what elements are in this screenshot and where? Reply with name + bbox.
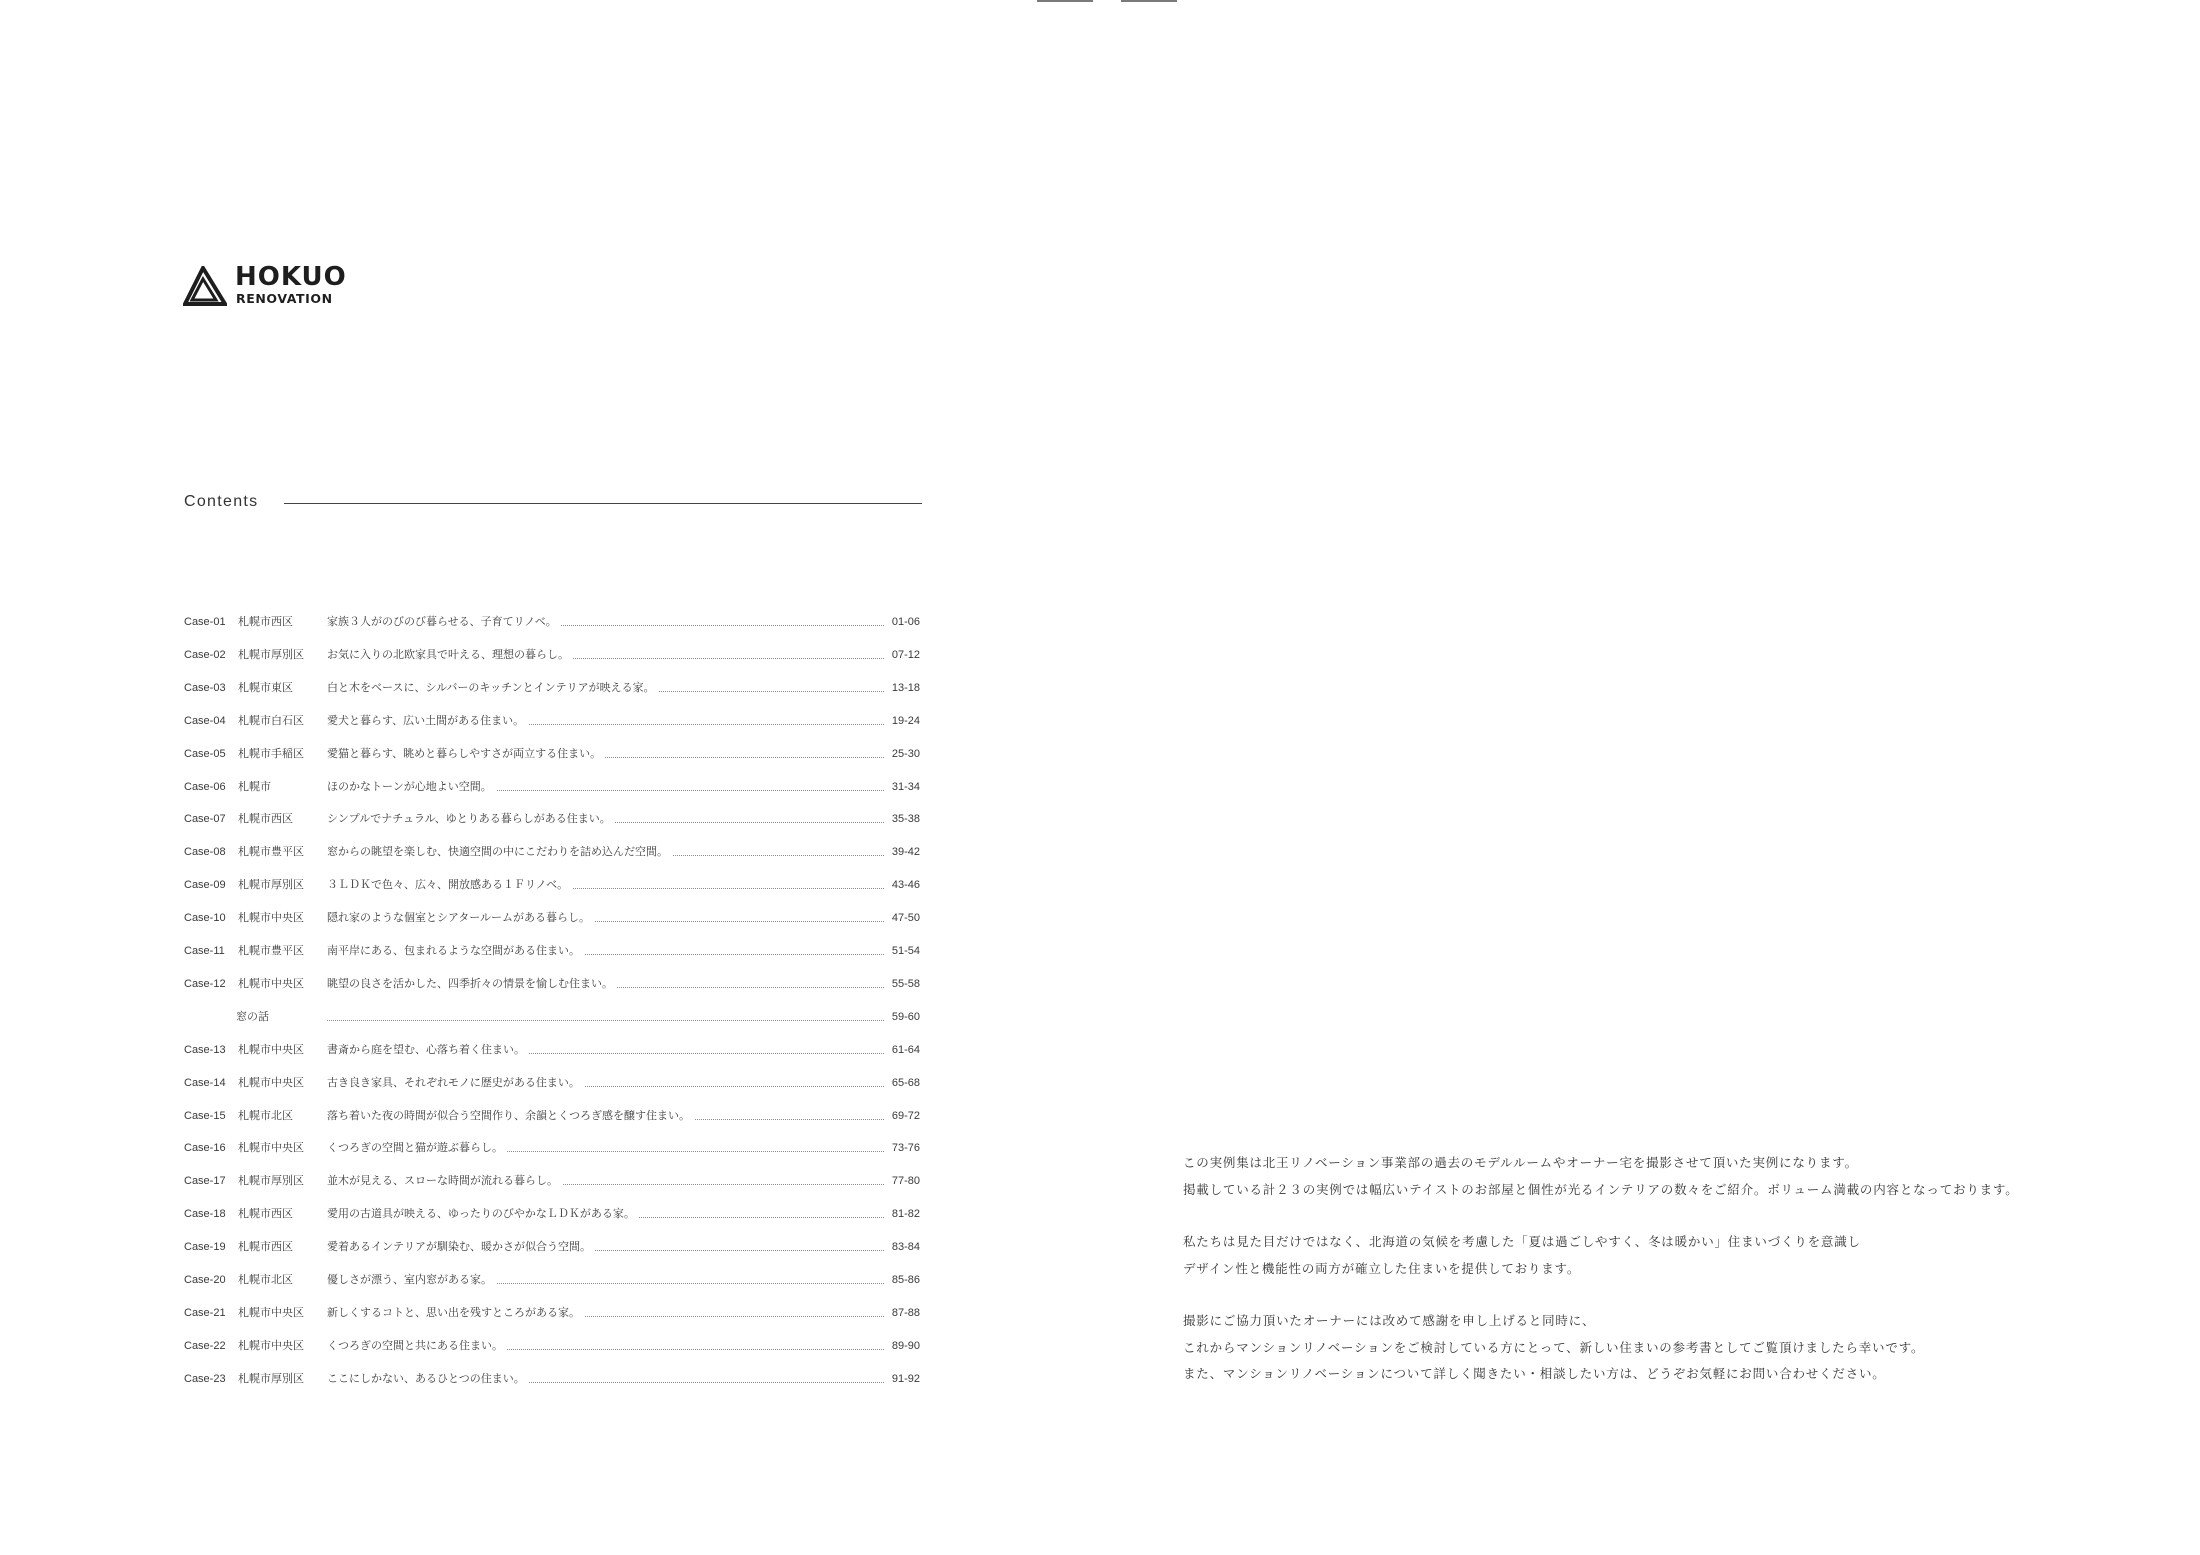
toc-area: 札幌市厚別区 — [238, 1174, 304, 1188]
intro-line: この実例集は北王リノベーション事業部の過去のモデルルームやオーナー宅を撮影させて頂いた実例になります。 — [1183, 1155, 1858, 1170]
toc-page-range: 35-38 — [891, 813, 920, 826]
toc-page-range: 91-92 — [891, 1372, 920, 1385]
toc-page-range: 19-24 — [891, 714, 920, 727]
toc-page-range: 59-60 — [891, 1010, 920, 1023]
toc-case-number: Case-11 — [184, 945, 225, 957]
toc-page-range: 61-64 — [891, 1043, 920, 1056]
toc-case-number: Case-05 — [184, 747, 226, 760]
toc-page-range: 85-86 — [891, 1274, 920, 1286]
intro-line: これからマンションリノベーションをご検討している方にとって、新しい住まいの参考書としてご覧頂けましたら幸いです。 — [1183, 1339, 1925, 1355]
brand-logo — [183, 263, 373, 309]
toc-area: 札幌市西区 — [238, 615, 293, 628]
toc-row — [184, 1270, 920, 1290]
toc-page-range: 69-72 — [891, 1109, 920, 1122]
triangle-logo-icon — [183, 266, 227, 306]
toc-page-range: 87-88 — [891, 1306, 920, 1319]
toc-title: 並木が見える、スローな時間が流れる暮らし。 — [327, 1171, 562, 1191]
toc-case-number: Case-03 — [184, 681, 226, 694]
toc-area: 札幌市中央区 — [238, 1141, 304, 1155]
toc-title: 愛猫と暮らす、眺めと暮らしやすさが両立する住まい。 — [327, 744, 605, 764]
brand-name-line1: HOKUO — [235, 262, 347, 292]
toc-page-range: 07-12 — [891, 648, 920, 661]
toc-title: ３ＬＤＫで色々、広々、開放感ある１Ｆリノベ。 — [327, 875, 572, 895]
toc-area: 札幌市西区 — [238, 812, 293, 826]
toc-case-number: Case-15 — [184, 1109, 226, 1122]
toc-area: 札幌市厚別区 — [238, 647, 304, 661]
toc-area: 札幌市中央区 — [238, 1305, 304, 1319]
toc-row — [184, 1237, 920, 1257]
toc-title: 古き良き家具、それぞれモノに歴史がある住まい。 — [327, 1073, 584, 1093]
toc-title: 白と木をベースに、シルバーのキッチンとインテリアが映える家。 — [327, 678, 659, 698]
toc-row — [184, 678, 920, 698]
toc-title: くつろぎの空間と共にある住まい。 — [327, 1336, 507, 1356]
toc-row — [184, 1369, 920, 1389]
toc-title: ここにしかない、あるひとつの住まい。 — [327, 1369, 529, 1389]
toc-title: お気に入りの北欧家具で叶える、理想の暮らし。 — [327, 645, 573, 665]
toc-case-number: Case-06 — [184, 780, 226, 793]
toc-case-number: Case-09 — [184, 879, 226, 892]
toc-page-range: 73-76 — [891, 1142, 920, 1155]
toc-case-number: Case-04 — [184, 714, 226, 727]
toc-page-range: 47-50 — [891, 912, 920, 925]
toc-page-range: 51-54 — [891, 945, 920, 957]
toc-case-number: Case-14 — [184, 1076, 226, 1089]
toc-title: 書斎から庭を望む、心落ち着く住まい。 — [327, 1040, 529, 1060]
toc-row — [184, 1336, 920, 1356]
toc-area: 札幌市中央区 — [238, 1042, 304, 1056]
toc-case-number: Case-10 — [184, 912, 226, 925]
toc-page-range: 81-82 — [891, 1208, 920, 1221]
toc-area: 札幌市豊平区 — [238, 845, 304, 859]
toc-page-range: 43-46 — [891, 879, 920, 892]
brand-name-line2: RENOVATION — [236, 291, 333, 306]
toc-area: 札幌市中央区 — [238, 1338, 304, 1352]
toc-area: 札幌市中央区 — [238, 911, 304, 925]
toc-row — [184, 777, 920, 797]
toc-row — [184, 974, 920, 994]
intro-line: また、マンションリノベーションについて詳しく聞きたい・相談したい方は、どうぞお気軽にお問い合わせください。 — [1183, 1366, 1886, 1381]
intro-text — [1183, 1150, 2083, 1388]
toc-area: 札幌市北区 — [238, 1273, 293, 1286]
toc-page-range: 01-06 — [891, 616, 920, 628]
toc-title: 愛着あるインテリアが馴染む、暖かさが似合う空間。 — [327, 1237, 595, 1257]
toc-case-number: Case-13 — [184, 1043, 226, 1056]
toc-case-number: Case-07 — [184, 813, 226, 826]
toc-title: ほのかなトーンが心地よい空間。 — [327, 777, 496, 797]
intro-line: デザイン性と機能性の両方が確立した住まいを提供しております。 — [1183, 1260, 1581, 1276]
toc-area: 札幌市西区 — [238, 1207, 293, 1221]
toc-page-range: 55-58 — [891, 977, 920, 990]
toc-page-range: 77-80 — [891, 1175, 920, 1188]
toc-row — [184, 1073, 920, 1093]
toc-area: 札幌市手稲区 — [238, 746, 304, 760]
toc-row — [184, 875, 920, 895]
toc-title: 新しくするコトと、思い出を残すところがある家。 — [327, 1303, 584, 1323]
intro-line: 私たちは見た目だけではなく、北海道の気候を考慮した「夏は過ごしやすく、冬は暖かい」住まいづくりを意識し — [1183, 1234, 1861, 1249]
toc-area: 札幌市 — [238, 779, 271, 793]
toc-row — [184, 809, 920, 829]
toc-title: 南平岸にある、包まれるような空間がある住まい。 — [327, 941, 584, 961]
toc-row — [184, 645, 920, 665]
toc-case-number: Case-12 — [184, 977, 226, 990]
toc-title: 隠れ家のような個室とシアタールームがある暮らし。 — [327, 908, 594, 928]
toc-case-number: Case-17 — [184, 1175, 226, 1188]
toc-area: 札幌市北区 — [238, 1108, 293, 1122]
toc-row — [184, 1040, 920, 1060]
toc-area: 札幌市厚別区 — [238, 1371, 304, 1385]
toc-page-range: 83-84 — [891, 1241, 920, 1254]
toc-row — [184, 1138, 920, 1158]
toc-page-range: 65-68 — [891, 1076, 920, 1089]
toc-row — [184, 1303, 920, 1323]
toc-area: 札幌市中央区 — [238, 976, 304, 990]
toc-area: 札幌市東区 — [238, 680, 293, 694]
toc-area: 札幌市西区 — [238, 1240, 293, 1254]
toc-row — [184, 612, 920, 632]
intro-line: 撮影にご協力頂いたオーナーには改めて感謝を申し上げると同時に、 — [1183, 1313, 1596, 1328]
toc-row — [184, 711, 920, 731]
toc-case-number: Case-18 — [184, 1208, 226, 1221]
toc-title: くつろぎの空間と猫が遊ぶ暮らし。 — [327, 1138, 507, 1158]
toc-area: 窓の話 — [236, 1009, 269, 1023]
toc-row — [184, 1171, 920, 1191]
toc-area: 札幌市豊平区 — [238, 944, 304, 957]
toc-area: 札幌市白石区 — [238, 713, 304, 727]
toc-case-number: Case-21 — [184, 1306, 226, 1319]
toc-row — [184, 908, 920, 928]
toc-dot-leader — [327, 1020, 884, 1021]
toc-title: シンプルでナチュラル、ゆとりある暮らしがある住まい。 — [327, 809, 615, 829]
toc-row — [184, 1007, 920, 1027]
toc-case-number: Case-02 — [184, 648, 226, 661]
toc-case-number: Case-19 — [184, 1241, 226, 1254]
toc-row — [184, 941, 920, 961]
toc-page-range: 13-18 — [891, 681, 920, 694]
toc-case-number: Case-23 — [184, 1372, 226, 1385]
toc-row — [184, 1204, 920, 1224]
toc-title: 愛犬と暮らす、広い土間がある住まい。 — [327, 711, 528, 731]
toc-page-range: 89-90 — [891, 1339, 920, 1352]
contents-heading: Contents — [184, 493, 259, 510]
toc-row — [184, 1106, 920, 1126]
intro-line: 掲載している計２３の実例では幅広いテイストのお部屋と個性が光るインテリアの数々をご紹介。ボリューム満載の内容となっております。 — [1183, 1181, 2019, 1197]
toc-case-number: Case-20 — [184, 1274, 226, 1286]
toc-title: 窓からの眺望を楽しむ、快適空間の中にこだわりを詰め込んだ空間。 — [327, 842, 672, 862]
toc-title: 家族３人がのびのび暮らせる、子育てリノベ。 — [327, 612, 561, 632]
toc-row — [184, 744, 920, 764]
toc-page-range: 25-30 — [891, 747, 920, 760]
toc-row — [184, 842, 920, 862]
contents-heading-rule — [284, 503, 922, 504]
toc-case-number: Case-22 — [184, 1339, 226, 1352]
toc-title: 優しさが漂う、室内窓がある家。 — [327, 1270, 496, 1290]
toc-title: 落ち着いた夜の時間が似合う空間作り、余韻とくつろぎ感を醸す住まい。 — [327, 1106, 694, 1126]
toc-page-range: 31-34 — [891, 780, 920, 793]
crop-mark-left — [1037, 0, 1093, 2]
toc-title: 眺望の良さを活かした、四季折々の情景を愉しむ住まい。 — [327, 974, 617, 994]
toc-case-number: Case-08 — [184, 846, 226, 859]
toc-case-number: Case-16 — [184, 1142, 226, 1155]
toc-page-range: 39-42 — [891, 846, 920, 859]
toc-area: 札幌市厚別区 — [238, 878, 304, 892]
toc-title: 愛用の古道具が映える、ゆったりのびやかなＬＤＫがある家。 — [327, 1204, 639, 1224]
crop-mark-right — [1121, 0, 1177, 2]
toc-area: 札幌市中央区 — [238, 1075, 304, 1089]
toc-case-number: Case-01 — [184, 616, 226, 628]
